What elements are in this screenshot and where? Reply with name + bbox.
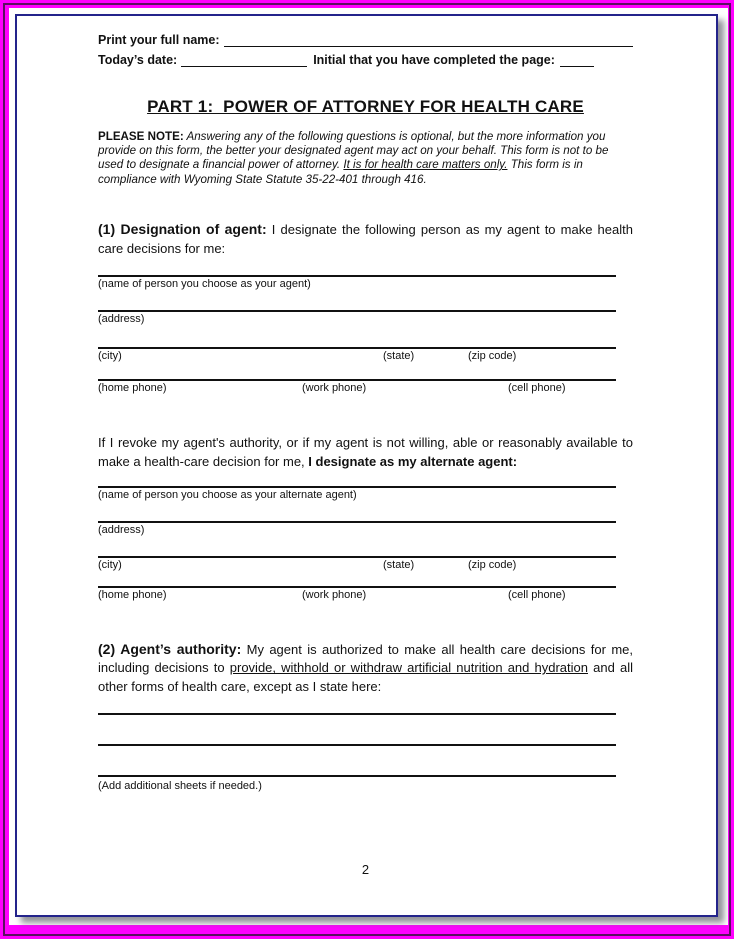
alternate-phones-line[interactable]	[98, 586, 616, 588]
note-underlined-text: It is for health care matters only.	[343, 158, 508, 172]
exceptions-line-2[interactable]	[98, 744, 616, 746]
page-title: PART 1: POWER OF ATTORNEY FOR HEALTH CARE	[147, 97, 584, 116]
note-text: Answering any of the following questions is optional, but the more information you provide on this form, the better your designated agent may act on your behalf. This form is not to be used to designate a financial power of attorney.	[98, 130, 609, 172]
agent-name-label: (name of person you choose as your agent)	[98, 277, 311, 290]
alternate-work-phone-label: (work phone)	[302, 588, 367, 601]
alternate-agent-paragraph	[98, 433, 633, 472]
agent-address-line[interactable]	[98, 310, 616, 312]
exceptions-line-3[interactable]	[98, 775, 616, 777]
agent-phones-line[interactable]	[98, 379, 616, 381]
section1-body: I designate the following person as my agent to make health care decisions for me:	[98, 221, 633, 257]
alternate-address-label: (address)	[98, 523, 145, 536]
print-name-row	[98, 30, 633, 47]
alternate-body-bold: I designate as my alternate agent:	[308, 454, 518, 470]
agent-name-line[interactable]	[98, 275, 616, 277]
agent-city-state-zip-field	[98, 347, 633, 364]
alternate-address-line[interactable]	[98, 521, 616, 523]
alternate-name-field	[98, 486, 633, 503]
alternate-phones-field	[98, 586, 633, 603]
agent-name-field	[98, 275, 633, 292]
section2-paragraph	[98, 640, 633, 697]
alternate-address-field	[98, 521, 633, 538]
agent-state-label: (state)	[383, 349, 415, 362]
print-name-line[interactable]	[224, 32, 633, 47]
section2-body-after: and all other forms of health care, except as I state here:	[98, 660, 633, 694]
document-page	[15, 14, 718, 917]
alternate-city-label: (city)	[98, 558, 122, 571]
date-line[interactable]	[181, 52, 307, 67]
alternate-name-line[interactable]	[98, 486, 616, 488]
section1-paragraph	[98, 220, 633, 259]
section2-body-before: My agent is authorized to make all health care decisions for me, including decisions to	[98, 641, 633, 676]
date-initial-row	[98, 50, 633, 67]
agent-city-label: (city)	[98, 349, 122, 362]
title-block	[98, 97, 633, 117]
print-name-label: Print your full name:	[98, 33, 220, 47]
note-text-after: This form is in compliance with Wyoming State Statute 35-22-401 through 416.	[98, 158, 583, 186]
agent-work-phone-label: (work phone)	[302, 381, 367, 394]
agent-phones-field	[98, 379, 633, 396]
alternate-cell-phone-label: (cell phone)	[508, 588, 566, 601]
agent-zip-label: (zip code)	[468, 349, 517, 362]
agent-cell-phone-label: (cell phone)	[508, 381, 566, 394]
alternate-home-phone-label: (home phone)	[98, 588, 167, 601]
alternate-city-state-zip-field	[98, 556, 633, 573]
section2-heading: (2) Agent’s authority:	[98, 640, 242, 657]
alternate-name-label: (name of person you choose as your alternate agent)	[98, 488, 357, 501]
alternate-state-label: (state)	[383, 558, 415, 571]
alternate-body: If I revoke my agent's authority, or if my agent is not willing, able or reasonably available to make a health-care decision for me,	[98, 434, 633, 470]
add-sheets-note: (Add additional sheets if needed.)	[98, 780, 262, 793]
document-content	[98, 16, 633, 877]
please-note-paragraph	[98, 130, 633, 187]
page-number: 2	[361, 862, 370, 878]
initial-label: Initial that you have completed the page:	[313, 53, 555, 67]
agent-address-label: (address)	[98, 312, 145, 325]
section1-heading: (1) Designation of agent:	[98, 220, 267, 237]
agent-home-phone-label: (home phone)	[98, 381, 167, 394]
exceptions-line-1[interactable]	[98, 713, 616, 715]
alternate-city-line[interactable]	[98, 556, 616, 558]
please-note-label: PLEASE NOTE:	[98, 130, 184, 143]
section2-underlined-text: provide, withhold or withdraw artificial nutrition and hydration	[229, 660, 588, 676]
agent-address-field	[98, 310, 633, 327]
initial-line[interactable]	[560, 52, 594, 67]
alternate-zip-label: (zip code)	[468, 558, 517, 571]
agent-city-line[interactable]	[98, 347, 616, 349]
date-label: Today’s date:	[98, 53, 178, 67]
